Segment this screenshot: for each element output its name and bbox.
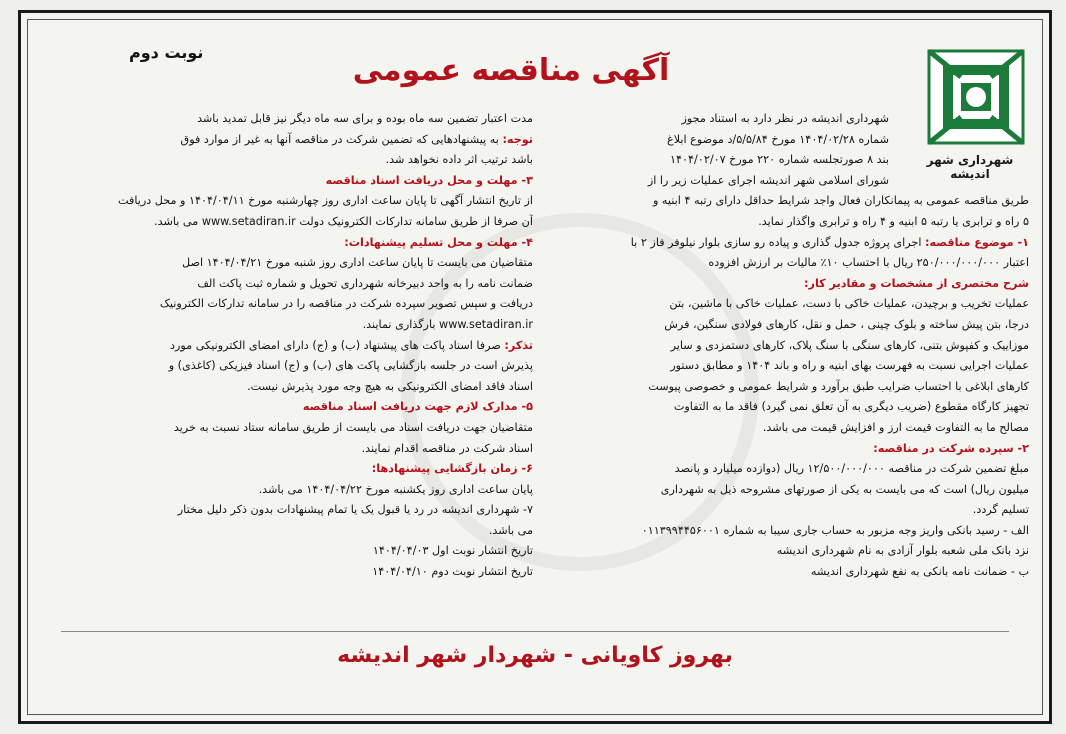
section-1-heading: ۱- موضوع مناقصه: xyxy=(925,235,1029,249)
section-1-text: اعتبار ۲۵۰/۰۰۰/۰۰۰/۰۰۰ ریال با احتساب ۱۰٪ مالیات بر ارزش افزوده xyxy=(708,256,1029,270)
section-4-line: www.setadiran.ir بارگذاری نمایند. xyxy=(362,317,533,331)
footer-divider xyxy=(61,631,1009,632)
intro-paragraph xyxy=(539,109,889,191)
section-2-heading: ۲- سپرده شرکت در مناقصه: xyxy=(873,441,1029,455)
reminder-text: پذیرش است در جلسه بازگشایی پاکت های (ب) و (ج) اسناد فیزیکی (کاغذی) و xyxy=(168,359,533,373)
left-column xyxy=(51,109,533,583)
note-text: به پیشنهادهایی که تضمین شرکت در مناقصه آنها به غیر از موارد فوق xyxy=(180,132,499,146)
section-4-line: متقاضیان می بایست تا پایان ساعت اداری روز شنبه مورخ ۱۴۰۴/۰۴/۲۱ اصل xyxy=(182,256,533,270)
section-3-line: از تاریخ انتشار آگهی تا پایان ساعت اداری روز چهارشنبه مورخ ۱۴۰۴/۰۴/۱۱ و محل دریافت xyxy=(117,194,533,208)
note-text: باشد ترتیب اثر داده نخواهد شد. xyxy=(385,153,533,167)
section-2-line: تسلیم گردد. xyxy=(972,503,1029,517)
right-column xyxy=(539,109,1029,583)
validity-line: مدت اعتبار تضمین سه ماه بوده و برای سه ماه دیگر نیز قابل تمدید باشد xyxy=(197,112,533,125)
section-2-line: نزد بانک ملی شعبه بلوار آزادی به نام شهرداری اندیشه xyxy=(776,544,1029,558)
spec-line: کارهای ابلاغی با احتساب ضرایب طبق برآورد و شرایط عمومی و خصوصی پیوست xyxy=(648,379,1029,393)
section-2-line: ب - ضمانت نامه بانکی به نفع شهرداری اندیشه xyxy=(810,565,1029,579)
section-1 xyxy=(539,233,1029,254)
section-6-heading: ۶- زمان بازگشایی پیشنهادها: xyxy=(371,462,533,476)
logo-caption: شهرداری شهر اندیشه xyxy=(926,153,1014,181)
reminder-heading: تذکر: xyxy=(504,338,533,352)
round-label: نوبت دوم xyxy=(129,43,204,62)
spec-heading: شرح مختصری از مشخصات و مقادیر کار: xyxy=(804,276,1029,290)
intro-line: بند ۸ صورتجلسه شماره ۲۲۰ مورخ ۱۴۰۴/۰۲/۰۷ xyxy=(670,153,889,167)
publish-date-2: تاریخ انتشار نوبت دوم ۱۴۰۴/۰۴/۱۰ xyxy=(372,565,533,579)
tender-notice xyxy=(18,10,1052,724)
note-line xyxy=(51,130,533,151)
section-4-heading: ۴- مهلت و محل تسلیم پیشنهادات: xyxy=(344,235,533,249)
intro-line: ۵ راه و ترابری یا رتبه ۵ ابنیه و ۴ راه و ترابری واگذار نماید. xyxy=(758,214,1029,228)
publish-date-1: تاریخ انتشار نوبت اول ۱۴۰۴/۰۴/۰۳ xyxy=(372,544,533,558)
intro-line: شماره ۱۴۰۴/۰۲/۲۸ مورخ ۵/۵/۸۴/د موضوع ابلاغ xyxy=(667,132,889,146)
reminder-text: صرفا اسناد پاکت های پیشنهاد (ب) و (ج) دارای امضای الکترونیکی مورد xyxy=(170,338,501,352)
section-2-line: مبلغ تضمین شرکت در مناقصه ۱۲/۵۰۰/۰۰۰/۰۰۰ ریال (دوازده میلیارد و پانصد xyxy=(674,462,1029,476)
section-4-line: ضمانت نامه را به واحد دبیرخانه شهرداری تحویل و شماره ثبت پاکت الف xyxy=(197,276,533,290)
spec-line: موزاییک و کفپوش بتنی، کارهای سنگی با سنگ پلاک، کارهای دستمزدی و سایر xyxy=(670,338,1029,352)
section-5-line: متقاضیان جهت دریافت اسناد می بایست از طریق سامانه ستاد نسبت به خرید xyxy=(173,420,533,434)
spec-line: تجهیز کارگاه مقطوع (ضریب دیگری به آن تعلق نمی گیرد) فاقد ما به التفاوت xyxy=(673,400,1029,414)
intro-line: شهرداری اندیشه در نظر دارد به استناد مجوز xyxy=(681,112,889,125)
section-2-line: میلیون ریال) است که می بایست به یکی از صورتهای مشروحه ذیل به شهرداری xyxy=(660,482,1029,496)
spec-line: مصالح ما به التفاوت قیمت ارز و افزایش قیمت می باشد. xyxy=(762,420,1029,434)
section-1-text: اجرای پروژه جدول گذاری و پیاده رو سازی بلوار نیلوفر فاز ۲ با xyxy=(630,235,922,249)
intro-line: شورای اسلامی شهر اندیشه اجرای عملیات زیر را از xyxy=(647,173,889,187)
section-6-line: پایان ساعت اداری روز یکشنبه مورخ ۱۴۰۴/۰۴/۲۲ می باشد. xyxy=(258,482,533,496)
mayor-signature: بهروز کاویانی - شهردار شهر اندیشه xyxy=(337,643,733,668)
notice-title: آگهی مناقصه عمومی xyxy=(352,53,670,88)
intro-line: طریق مناقصه عمومی به پیمانکاران فعال واجد شرایط حداقل دارای رتبه ۴ ابنیه و xyxy=(652,194,1029,208)
section-4-line: دریافت و سپس تصویر سپرده شرکت در مناقصه را در سامانه تدارکات الکترونیک xyxy=(159,297,533,311)
section-5-line: اسناد شرکت در مناقصه اقدام نمایند. xyxy=(361,441,533,455)
section-7-line: می باشد. xyxy=(488,523,533,537)
section-7-line: ۷- شهرداری اندیشه در رد یا قبول یک یا تمام پیشنهادات بدون ذکر دلیل مختار xyxy=(177,503,533,517)
spec-line: عملیات تخریب و برچیدن، عملیات خاکی با دست، عملیات خاکی با ماشین، بتن xyxy=(669,297,1029,311)
section-5-heading: ۵- مدارک لازم جهت دریافت اسناد مناقصه xyxy=(302,400,533,414)
reminder-line xyxy=(51,336,533,357)
spec-line: درجا، بتن پیش ساخته و بلوک چینی ، حمل و نقل، کارهای فولادی سنگین، فرش xyxy=(664,317,1029,331)
section-2-line: الف - رسید بانکی واریز وجه مزبور به حساب جاری سیبا به شماره ۰۱۱۳۹۹۴۴۵۶۰۰۱ xyxy=(641,523,1029,537)
reminder-text: اسناد فاقد امضای الکترونیکی به هیچ وجه مورد پذیرش نیست. xyxy=(247,379,533,393)
note-heading: توجه: xyxy=(502,132,533,146)
section-3-heading: ۳- مهلت و محل دریافت اسناد مناقصه xyxy=(325,173,533,187)
section-3-line: آن صرفا از طریق سامانه تدارکات الکترونیک دولت www.setadiran.ir می باشد. xyxy=(154,214,533,228)
spec-line: عملیات اجرایی نسبت به فهرست بهای ابنیه و راه و باند ۱۴۰۴ و مطابق دستور xyxy=(670,359,1029,373)
